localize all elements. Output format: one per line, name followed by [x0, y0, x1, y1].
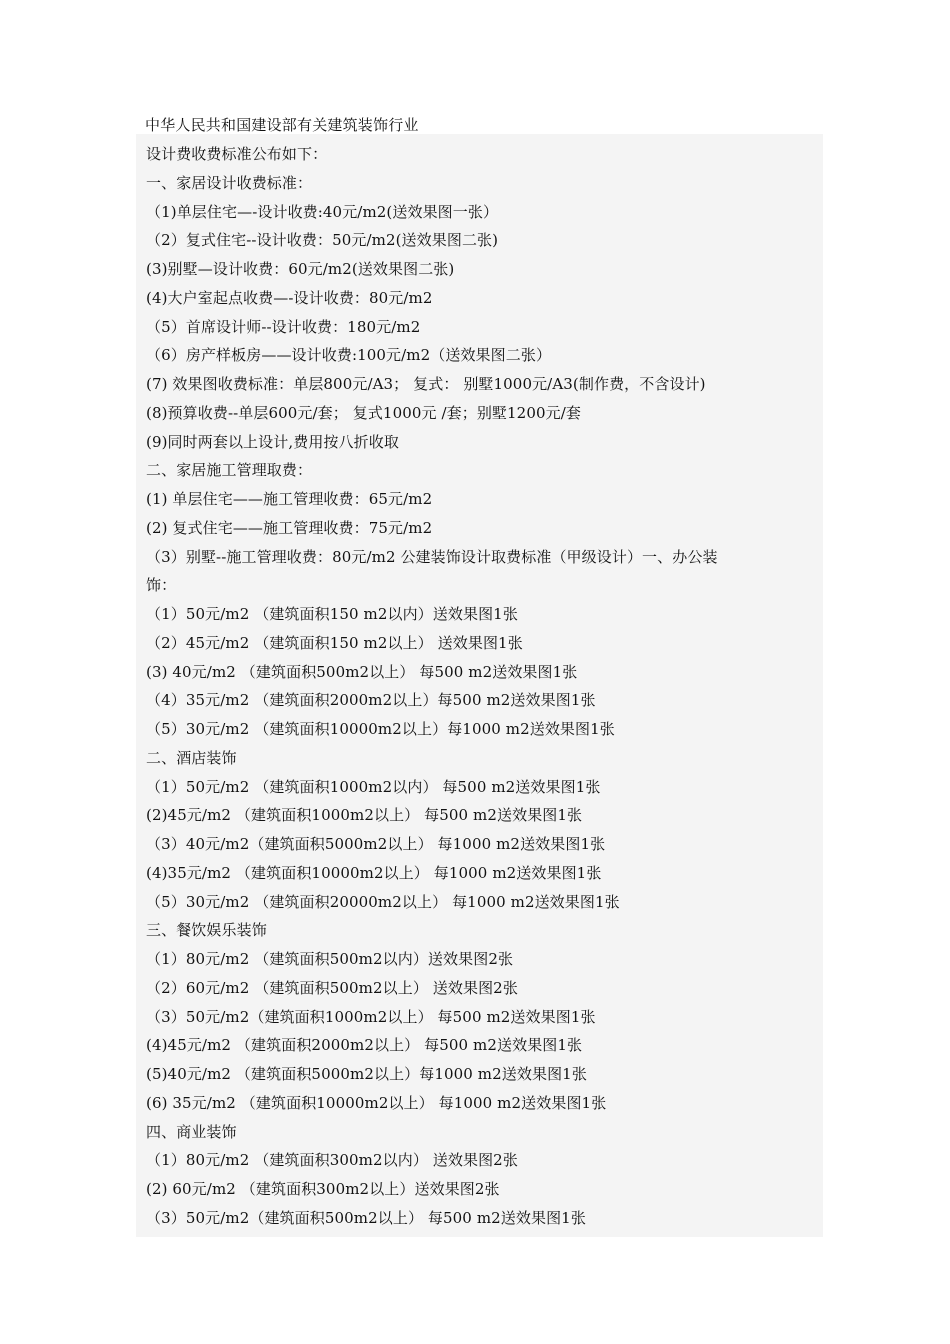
document-title: 中华人民共和国建设部有关建筑装饰行业 — [145, 116, 419, 134]
text-line: （1）50元/m2 （建筑面积150 m2以内）送效果图1张 — [146, 605, 518, 623]
text-line: （2）复式住宅--设计收费：50元/m2(送效果图二张) — [146, 231, 499, 250]
text-line: (8)预算收费--单层600元/套； 复式1000元 /套；别墅1200元/套 — [146, 403, 581, 422]
text-line: （1）50元/m2 （建筑面积1000m2以内） 每500 m2送效果图1张 — [146, 777, 601, 796]
text-line: （6）房产样板房——设计收费:100元/m2（送效果图二张） — [146, 346, 552, 365]
text-line: (9)同时两套以上设计,费用按八折收取 — [146, 432, 399, 451]
text-line: (2) 60元/m2 （建筑面积300m2以上）送效果图2张 — [146, 1180, 500, 1198]
text-line: （1）80元/m2 （建筑面积500m2以内）送效果图2张 — [146, 950, 514, 968]
text-line: （1)单层住宅—-设计收费:40元/m2(送效果图一张） — [146, 202, 499, 221]
text-line: (7) 效果图收费标准：单层800元/A3； 复式： 别墅1000元/A3(制作费，不含设计) — [146, 375, 706, 393]
text-line: (3) 40元/m2 （建筑面积500m2以上） 每500 m2送效果图1张 — [146, 662, 578, 681]
text-line: （2）45元/m2 （建筑面积150 m2以上） 送效果图1张 — [146, 633, 523, 652]
text-line: (4)45元/m2 （建筑面积2000m2以上） 每500 m2送效果图1张 — [146, 1036, 583, 1055]
text-line: (3)别墅—设计收费：60元/m2(送效果图二张) — [146, 260, 455, 278]
text-line: （5）首席设计师--设计收费：180元/m2 — [146, 317, 421, 336]
text-line: 四、商业装饰 — [146, 1122, 237, 1141]
text-line: 设计费收费标准公布如下： — [146, 145, 328, 163]
text-line: （5）30元/m2 （建筑面积20000m2以上） 每1000 m2送效果图1张 — [146, 892, 620, 911]
text-line: （2）60元/m2 （建筑面积500m2以上） 送效果图2张 — [146, 978, 518, 997]
text-line: (5)40元/m2 （建筑面积5000m2以上）每1000 m2送效果图1张 — [146, 1065, 587, 1083]
text-line: （5）30元/m2 （建筑面积10000m2以上）每1000 m2送效果图1张 — [146, 720, 615, 738]
text-line: (1) 单层住宅——施工管理收费：65元/m2 — [146, 490, 433, 508]
text-line: 二、酒店装饰 — [146, 748, 237, 767]
text-line: (4)大户室起点收费—-设计收费：80元/m2 — [146, 288, 433, 307]
text-line: 饰： — [146, 576, 177, 595]
text-lines — [146, 140, 816, 1233]
text-line: (4)35元/m2 （建筑面积10000m2以上） 每1000 m2送效果图1张 — [146, 863, 602, 882]
text-line: 二、家居施工管理取费： — [146, 461, 313, 480]
text-line: （1）80元/m2 （建筑面积300m2以内） 送效果图2张 — [146, 1151, 518, 1170]
text-line: 一、家居设计收费标准： — [146, 173, 313, 192]
text-line: （3）40元/m2（建筑面积5000m2以上） 每1000 m2送效果图1张 — [146, 835, 606, 853]
text-line: （3）50元/m2（建筑面积1000m2以上） 每500 m2送效果图1张 — [146, 1007, 596, 1026]
text-line: (2)45元/m2 （建筑面积1000m2以上） 每500 m2送效果图1张 — [146, 806, 583, 825]
text-line: （4）35元/m2 （建筑面积2000m2以上）每500 m2送效果图1张 — [146, 691, 596, 710]
text-line: (2) 复式住宅——施工管理收费：75元/m2 — [146, 518, 433, 537]
text-line: （3）别墅--施工管理收费：80元/m2 公建装饰设计取费标准（甲级设计）一、办公装 — [146, 547, 718, 566]
text-line: (6) 35元/m2 （建筑面积10000m2以上） 每1000 m2送效果图1张 — [146, 1093, 607, 1112]
text-line: （3）50元/m2（建筑面积500m2以上） 每500 m2送效果图1张 — [146, 1208, 586, 1227]
text-line: 三、餐饮娱乐装饰 — [146, 921, 267, 940]
